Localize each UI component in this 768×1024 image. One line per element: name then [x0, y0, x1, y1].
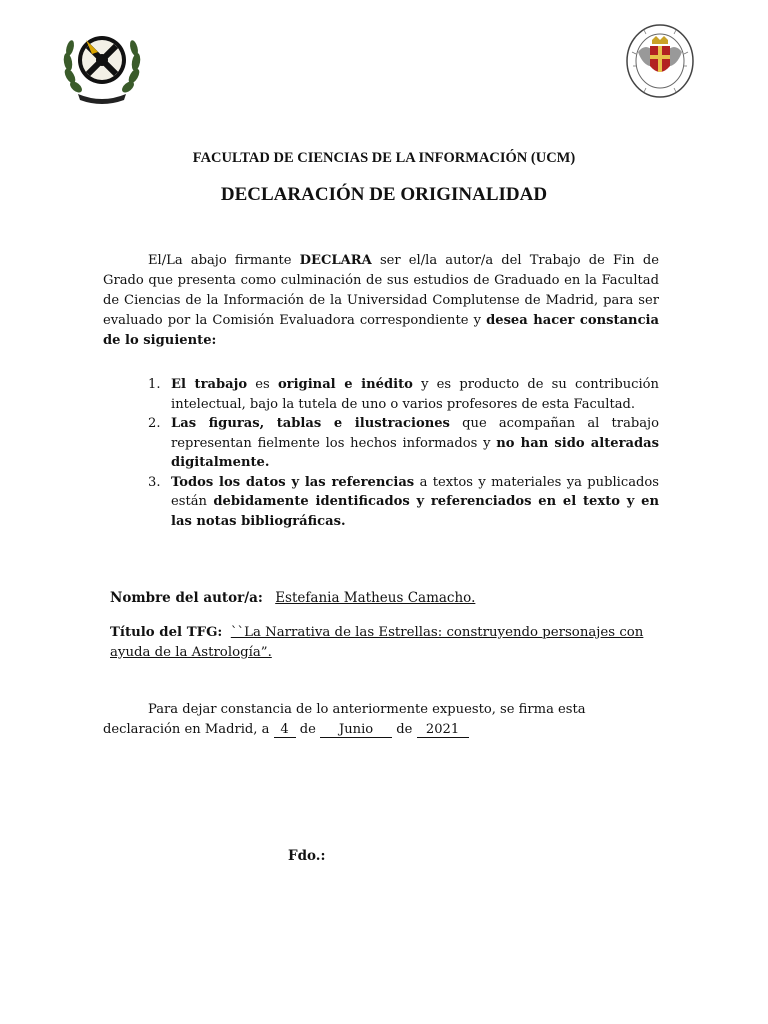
list-item: [148, 473, 659, 532]
item-text-1: a textos y materiales ya publicados están: [171, 474, 659, 509]
tfg-title-row: [110, 623, 665, 663]
month-field: Junio: [320, 722, 392, 738]
closing-text: Para dejar constancia de lo anteriormente expuesto, se firma esta declaración en Madrid, a: [103, 702, 586, 737]
item-text-2: y es producto de su contribución intelectual, bajo la tutela de uno o varios profesores de esta Facultad.: [171, 377, 659, 412]
item-bold-1: Las figuras, tablas e ilustraciones: [171, 416, 450, 431]
item-bold-1: El trabajo: [171, 377, 248, 392]
list-item-number: 2.: [148, 416, 161, 431]
item-bold-1: Todos los datos y las referencias: [171, 474, 415, 490]
intro-text-1: El/La abajo firmante: [148, 253, 300, 268]
intro-text-2: ser el/la autor/a del Trabajo de Fin de Grado que presenta como culminación de sus estudios de Graduado en la Facultad de Ciencias de la Información de la Universidad Complutense de Madrid, para ser evaluado por la Comisión Evaluadora correspondiente y: [103, 253, 659, 328]
year-field: 2021: [417, 722, 469, 738]
item-bold-2: debidamente identificados y referenciados en el texto y en las notas bibliográficas.: [171, 494, 659, 529]
item-bold-2: no han sido alteradas digitalmente.: [171, 435, 660, 470]
day-field: 4: [274, 722, 296, 738]
intro-bold-2: desea hacer constancia de lo siguiente:: [103, 313, 660, 348]
declara-bold: DECLARA: [299, 253, 372, 268]
list-item-number: 3.: [148, 474, 161, 490]
de-text-2: de: [392, 722, 417, 737]
declaration-paragraph: [103, 251, 659, 351]
faculty-emblem-logo: [58, 22, 146, 104]
document-title: DECLARACIÓN DE ORIGINALIDAD: [220, 184, 548, 205]
tfg-value: ``La Narrativa de las Estrellas: construyendo personajes con ayuda de la Astrología”.: [110, 625, 644, 660]
author-label: Nombre del autor/a:: [110, 590, 263, 606]
ucm-seal-logo: [624, 22, 696, 100]
tfg-label: Título del TFG:: [110, 625, 223, 640]
item-bold-2: original e inédito: [277, 377, 413, 392]
signature-label: Fdo.:: [288, 848, 326, 864]
list-item: [148, 375, 659, 414]
faculty-heading: FACULTAD DE CIENCIAS DE LA INFORMACIÓN (UCM): [192, 150, 576, 166]
item-text-1: es: [247, 377, 278, 392]
closing-paragraph: [103, 700, 659, 740]
author-row: [110, 590, 475, 606]
declaration-list: [148, 375, 659, 531]
author-value: Estefania Matheus Camacho.: [275, 590, 476, 606]
list-item: [148, 414, 659, 473]
list-item-number: 1.: [148, 377, 161, 392]
de-text-1: de: [295, 722, 321, 737]
item-text-1: que acompañan al trabajo representan fielmente los hechos informados y: [171, 416, 660, 451]
